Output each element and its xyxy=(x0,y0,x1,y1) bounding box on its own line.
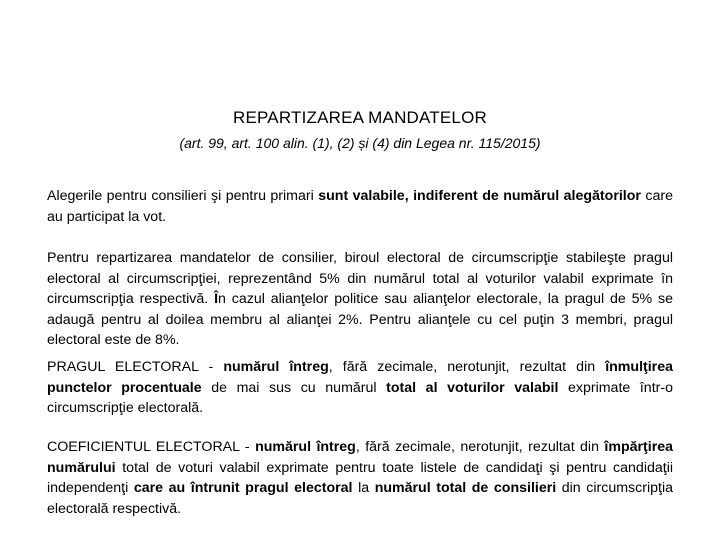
text-span: Pentru repartizarea mandatelor de consilier, biroul electoral de circumscripţie stabileşte pragul electoral al circumscripţiei, reprezentând 5% din numărul total al voturilor valabil exprimate în circumscripţia respectivă. xyxy=(47,250,673,307)
text-span: , fără zecimale, nerotunjit, rezultat din xyxy=(355,439,605,455)
text-span: n cazul alianţelor politice sau alianţelor electorale, la pragul de 5% se adaugă pentru al doilea membru al alianţei 2%. Pentru alianţele cu cel puţin 3 membri, pragul electoral este de 8%. xyxy=(47,291,674,348)
bold-span: numărul întreg xyxy=(255,439,356,455)
page-title: REPARTIZAREA MANDATELOR xyxy=(233,108,487,127)
text-span: Alegerile pentru consilieri şi pentru primari xyxy=(47,188,319,204)
bold-span: Î xyxy=(214,291,219,307)
text-span: care au participat la vot. xyxy=(47,188,673,225)
paragraph-coeficientul-electoral xyxy=(47,437,673,519)
bold-span: care au întrunit pragul electoral xyxy=(133,480,353,496)
text-span: din circumscripţia electorală respectivă. xyxy=(47,480,673,517)
bold-span: total al voturilor valabil xyxy=(386,379,559,396)
paragraph-pragul-electoral xyxy=(47,357,673,419)
bold-span: numărul total de consilieri xyxy=(374,480,557,496)
bold-span: sunt valabile, indiferent de numărul alegătorilor xyxy=(318,188,641,204)
text-span: la xyxy=(352,480,375,496)
page-subtitle: (art. 99, art. 100 alin. (1), (2) și (4) din Legea nr. 115/2015) xyxy=(179,135,541,151)
text-span: total de voturi valabil exprimate pentru toate listele de candidaţi şi pentru candidaţii independenţi xyxy=(47,459,673,496)
text-span: , fără zecimale, nerotunjit, rezultat din xyxy=(328,359,606,375)
text-span: exprimate într-o circumscripţie electorală. xyxy=(47,379,673,416)
text-span: de mai sus cu numărul xyxy=(201,379,387,396)
text-span: PRAGUL ELECTORAL - xyxy=(47,359,224,375)
paragraph-valability xyxy=(47,186,673,227)
bold-span: înmulţirea punctelor procentuale xyxy=(47,359,673,396)
bold-span: numărul întreg xyxy=(223,359,329,375)
bold-span: împărţirea numărului xyxy=(47,439,673,476)
paragraph-prag xyxy=(47,248,673,351)
text-span: COEFICIENTUL ELECTORAL - xyxy=(47,439,256,455)
